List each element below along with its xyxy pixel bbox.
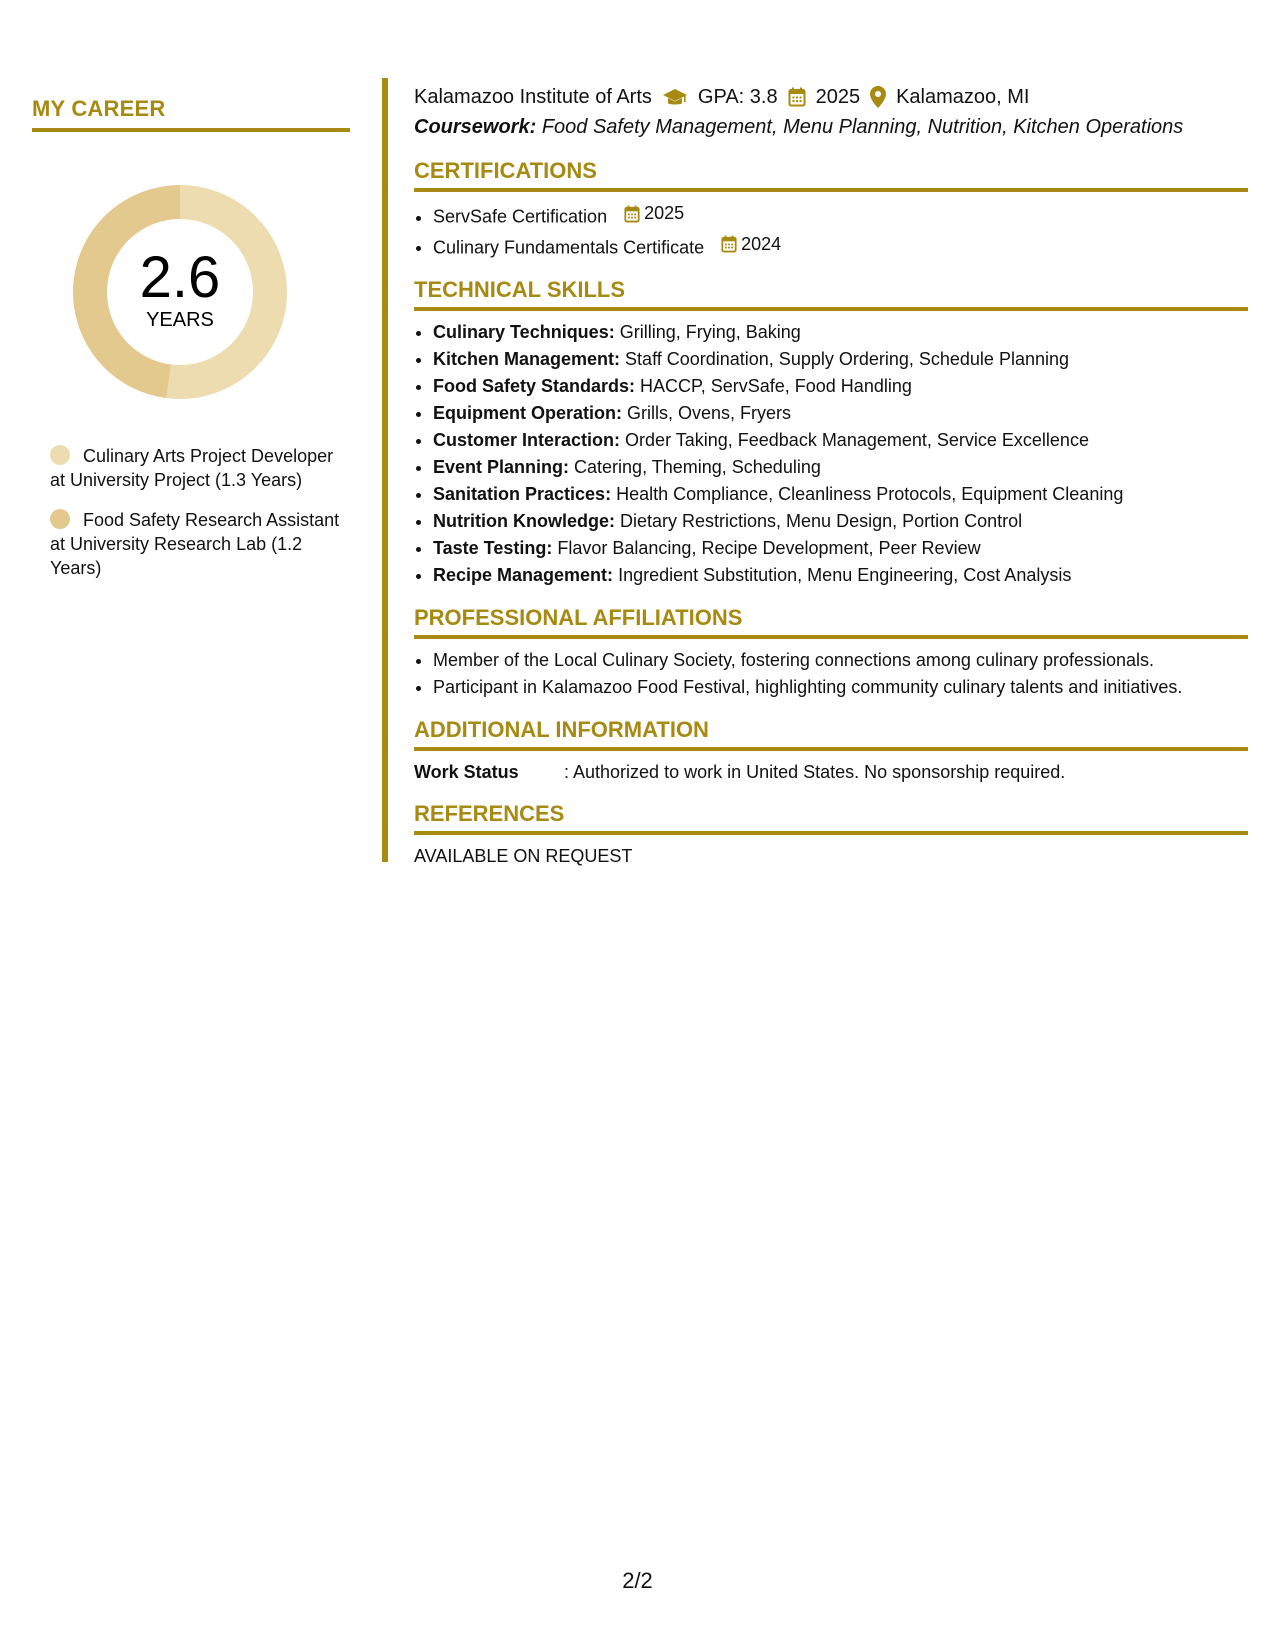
skill-label: Nutrition Knowledge: xyxy=(433,511,615,531)
graduation-cap-icon xyxy=(662,87,688,107)
certification-item xyxy=(433,231,1248,262)
skill-item xyxy=(433,562,1248,589)
career-item-label: Culinary Arts Project Developer at University Project (1.3 Years) xyxy=(50,446,334,490)
calendar-icon xyxy=(624,205,640,223)
certification-item xyxy=(433,200,1248,231)
education-location: Kalamazoo, MI xyxy=(896,86,1030,108)
coursework-label: Coursework: xyxy=(414,116,537,138)
career-legend-item xyxy=(50,508,340,580)
career-legend-item xyxy=(50,444,340,492)
career-total-value: 2.6 xyxy=(139,244,221,310)
skill-text: Dietary Restrictions, Menu Design, Portion Control xyxy=(620,511,1023,531)
skill-label: Kitchen Management: xyxy=(433,349,621,369)
affiliations-title: PROFESSIONAL AFFILIATIONS xyxy=(414,605,1248,639)
skill-text: Staff Coordination, Supply Ordering, Schedule Planning xyxy=(625,349,1069,369)
skill-item xyxy=(433,400,1248,427)
skill-label: Event Planning: xyxy=(433,457,570,477)
skill-text: Flavor Balancing, Recipe Development, Peer Review xyxy=(557,538,981,558)
certification-name: Culinary Fundamentals Certificate xyxy=(433,237,705,257)
skill-label: Taste Testing: xyxy=(433,538,553,558)
skill-label: Customer Interaction: xyxy=(433,430,621,450)
affiliations-list xyxy=(414,647,1248,701)
references-title: REFERENCES xyxy=(414,801,1248,835)
skill-text: Catering, Theming, Scheduling xyxy=(574,457,821,477)
skill-text: Health Compliance, Cleanliness Protocols, Equipment Cleaning xyxy=(616,484,1124,504)
skill-text: Grills, Ovens, Fryers xyxy=(627,403,792,423)
additional-info-title: ADDITIONAL INFORMATION xyxy=(414,717,1248,751)
calendar-icon xyxy=(721,235,737,253)
certifications-list xyxy=(414,200,1248,261)
legend-dot-icon xyxy=(50,445,70,465)
page-number: 2/2 xyxy=(622,1568,653,1593)
education-coursework xyxy=(414,112,1248,142)
certifications-title: CERTIFICATIONS xyxy=(414,158,1248,192)
affiliation-item: • Member of the Local Culinary Society, fostering connections among culinary professionals. xyxy=(433,647,1248,674)
coursework-text: Food Safety Management, Menu Planning, Nutrition, Kitchen Operations xyxy=(541,116,1184,138)
education-line xyxy=(414,82,1248,112)
skills-list xyxy=(414,319,1248,589)
career-title: MY CAREER xyxy=(32,96,350,132)
skill-label: Sanitation Practices: xyxy=(433,484,612,504)
skill-item xyxy=(433,373,1248,400)
skill-label: Equipment Operation: xyxy=(433,403,622,423)
work-status-row xyxy=(414,759,1248,785)
skill-item xyxy=(433,319,1248,346)
calendar-icon xyxy=(788,87,806,107)
career-item-label: Food Safety Research Assistant at University Research Lab (1.2 Years) xyxy=(50,510,340,578)
references-text: AVAILABLE ON REQUEST xyxy=(414,846,633,866)
legend-dot-icon xyxy=(50,509,70,529)
certification-year: 2024 xyxy=(741,233,782,254)
skill-text: Ingredient Substitution, Menu Engineering, Cost Analysis xyxy=(618,565,1072,585)
skill-text: Grilling, Frying, Baking xyxy=(619,322,801,342)
education-year: 2025 xyxy=(815,86,861,108)
skill-item xyxy=(433,481,1248,508)
skill-item xyxy=(433,508,1248,535)
career-legend xyxy=(32,444,350,580)
skill-label: Culinary Techniques: xyxy=(433,322,615,342)
work-status-value: : Authorized to work in United States. No sponsorship required. xyxy=(564,762,1066,782)
skill-item xyxy=(433,535,1248,562)
skill-item xyxy=(433,454,1248,481)
skills-title: TECHNICAL SKILLS xyxy=(414,277,1248,311)
skill-text: Order Taking, Feedback Management, Service Excellence xyxy=(625,430,1089,450)
skill-item xyxy=(433,346,1248,373)
education-institution: Kalamazoo Institute of Arts xyxy=(414,86,652,108)
certification-year: 2025 xyxy=(644,203,685,223)
education-gpa: GPA: 3.8 xyxy=(697,86,778,108)
column-divider xyxy=(382,78,388,862)
location-pin-icon xyxy=(870,86,886,108)
career-donut-chart xyxy=(64,176,296,408)
skill-item xyxy=(433,427,1248,454)
affiliation-item: • Participant in Kalamazoo Food Festival, highlighting community culinary talents and initiatives. xyxy=(433,674,1248,701)
skill-label: Recipe Management: xyxy=(433,565,614,585)
skill-label: Food Safety Standards: xyxy=(433,376,636,396)
work-status-label: Work Status xyxy=(414,762,519,782)
career-panel xyxy=(32,96,350,596)
skill-text: HACCP, ServSafe, Food Handling xyxy=(640,376,912,396)
career-total-unit: YEARS xyxy=(146,308,214,331)
certification-name: ServSafe Certification xyxy=(433,206,608,227)
main-content xyxy=(414,82,1248,869)
